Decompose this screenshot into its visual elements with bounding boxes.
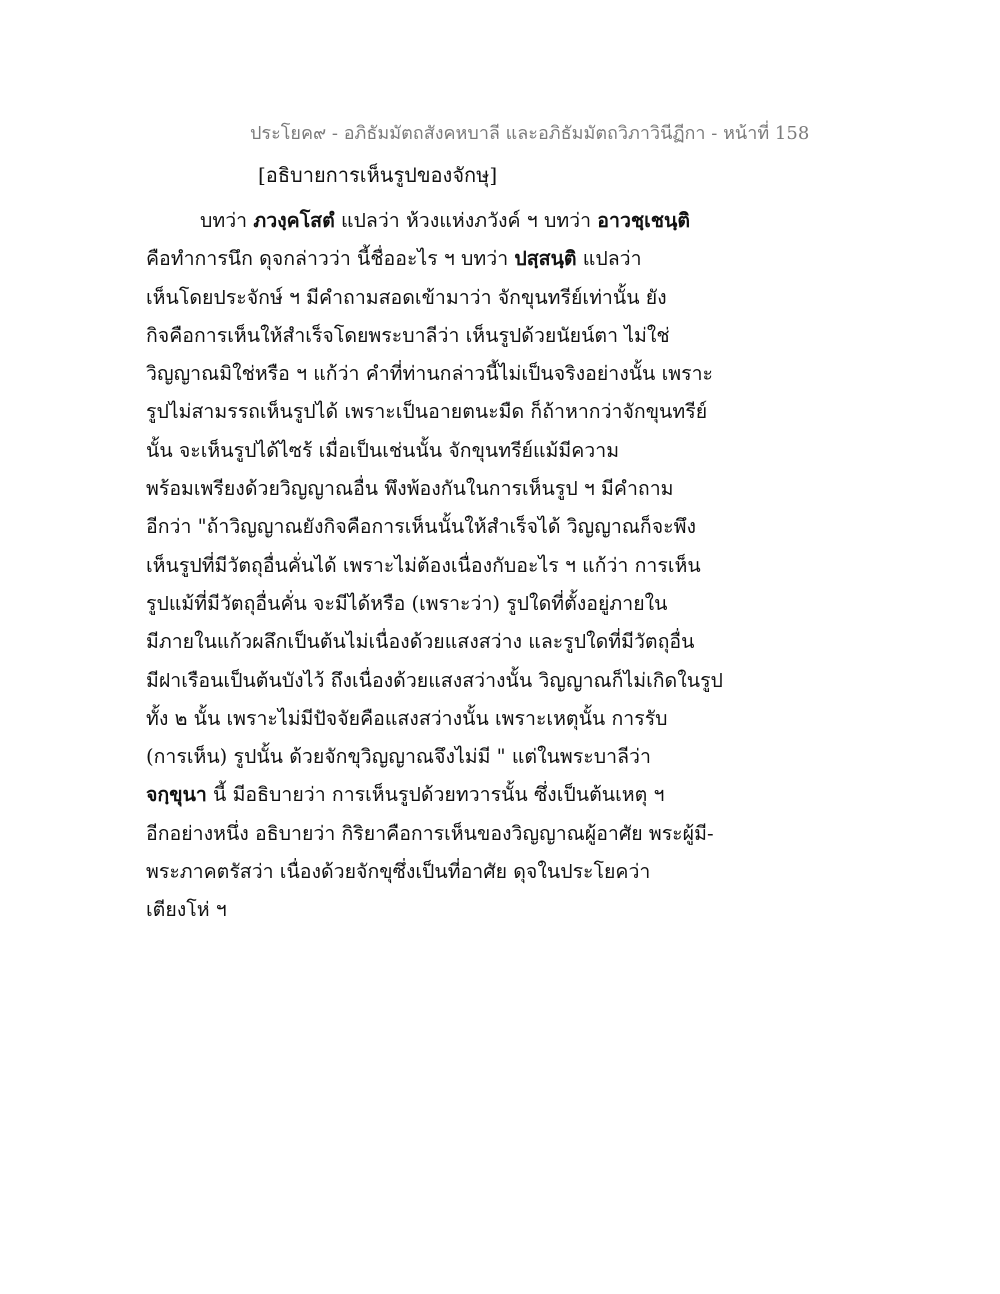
text-line-3: เห็นโดยประจักษ์ ฯ มีคำถามสอดเข้ามาว่า จักขุนทรีย์เท่านั้น ยัง	[146, 285, 667, 309]
text-line-5: วิญญาณมิใช่หรือ ฯ แก้ว่า คำที่ท่านกล่าวนี้ไม่เป็นจริงอย่างนั้น เพราะ	[146, 362, 713, 386]
text-line-13: มีฝาเรือนเป็นต้นบังไว้ ถึงเนื่องด้วยแสงสว่างนั้น วิญญาณก็ไม่เกิดในรูป	[146, 668, 723, 692]
text-line-2	[146, 240, 726, 278]
text-run: นี้ มีอธิบายว่า การเห็นรูปด้วยทวารนั้น ซึ่งเป็นต้นเหตุ ฯ	[206, 783, 665, 807]
text-run: บทว่า	[200, 209, 254, 232]
text-line-11: รูปแม้ที่มีวัตถุอื่นคั่น จะมีได้หรือ (เพราะว่า) รูปใดที่ตั้งอยู่ภายใน	[146, 591, 668, 615]
pali-term-passanti: ปสฺสนฺติ	[514, 247, 577, 271]
pali-term-avajjenti: อาวชฺเชนฺติ	[597, 209, 691, 232]
text-line-18: พระภาคตรัสว่า เนื่องด้วยจักขุซึ่งเป็นที่อาศัย ดุจในประโยคว่า	[146, 860, 651, 884]
section-heading: [อธิบายการเห็นรูปของจักษุ]	[258, 163, 498, 187]
body-text	[146, 202, 726, 930]
text-line-10: เห็นรูปที่มีวัตถุอื่นคั่นได้ เพราะไม่ต้องเนื่องกับอะไร ฯ แก้ว่า การเห็น	[146, 553, 701, 577]
text-run: แปลว่า	[576, 247, 642, 271]
text-line-7: นั้น จะเห็นรูปได้ไซร้ เมื่อเป็นเช่นนั้น จักขุนทรีย์แม้มีความ	[146, 438, 620, 462]
text-run: คือทำการนึก ดุจกล่าวว่า นี้ชื่ออะไร ฯ บทว่า	[146, 247, 515, 271]
running-header: ประโยค๙ - อภิธัมมัตถสังคหบาลี และอภิธัมมัตถวิภาวินีฏีกา - หน้าที่ 158	[250, 123, 810, 144]
text-line-9: อีกว่า "ถ้าวิญญาณยังกิจคือการเห็นนั้นให้สำเร็จได้ วิญญาณก็จะพึง	[146, 515, 696, 539]
text-line-12: มีภายในแก้วผลึกเป็นต้นไม่เนื่องด้วยแสงสว่าง และรูปใดที่มีวัตถุอื่น	[146, 630, 695, 654]
text-run: แปลว่า ห้วงแห่งภวังค์ ฯ บทว่า	[334, 209, 598, 232]
text-line-17: อีกอย่างหนึ่ง อธิบายว่า กิริยาคือการเห็นของวิญญาณผู้อาศัย พระผู้มี-	[146, 821, 714, 845]
text-line-19: เตียงโห่ ฯ	[146, 898, 227, 922]
text-line-4: กิจคือการเห็นให้สำเร็จโดยพระบาลีว่า เห็นรูปด้วยนัยน์ตา ไม่ใช่	[146, 323, 670, 347]
text-line-14: ทั้ง ๒ นั้น เพราะไม่มีปัจจัยคือแสงสว่างนั้น เพราะเหตุนั้น การรับ	[146, 706, 668, 730]
text-line-16	[146, 776, 726, 814]
text-line-6: รูปไม่สามรรถเห็นรูปได้ เพราะเป็นอายตนะมืด ก็ถ้าหากว่าจักขุนทรีย์	[146, 400, 708, 424]
text-line-15: (การเห็น) รูปนั้น ด้วยจักขุวิญญาณจึงไม่มี " แต่ในพระบาลีว่า	[146, 745, 651, 769]
pali-term-bhavangasota: ภวงฺคโสตํ	[253, 209, 335, 232]
text-line-1	[146, 202, 726, 240]
pali-term-cakkhuna: จกฺขุนา	[146, 783, 207, 807]
text-line-8: พร้อมเพรียงด้วยวิญญาณอื่น พึงพ้องกันในการเห็นรูป ฯ มีคำถาม	[146, 477, 674, 501]
